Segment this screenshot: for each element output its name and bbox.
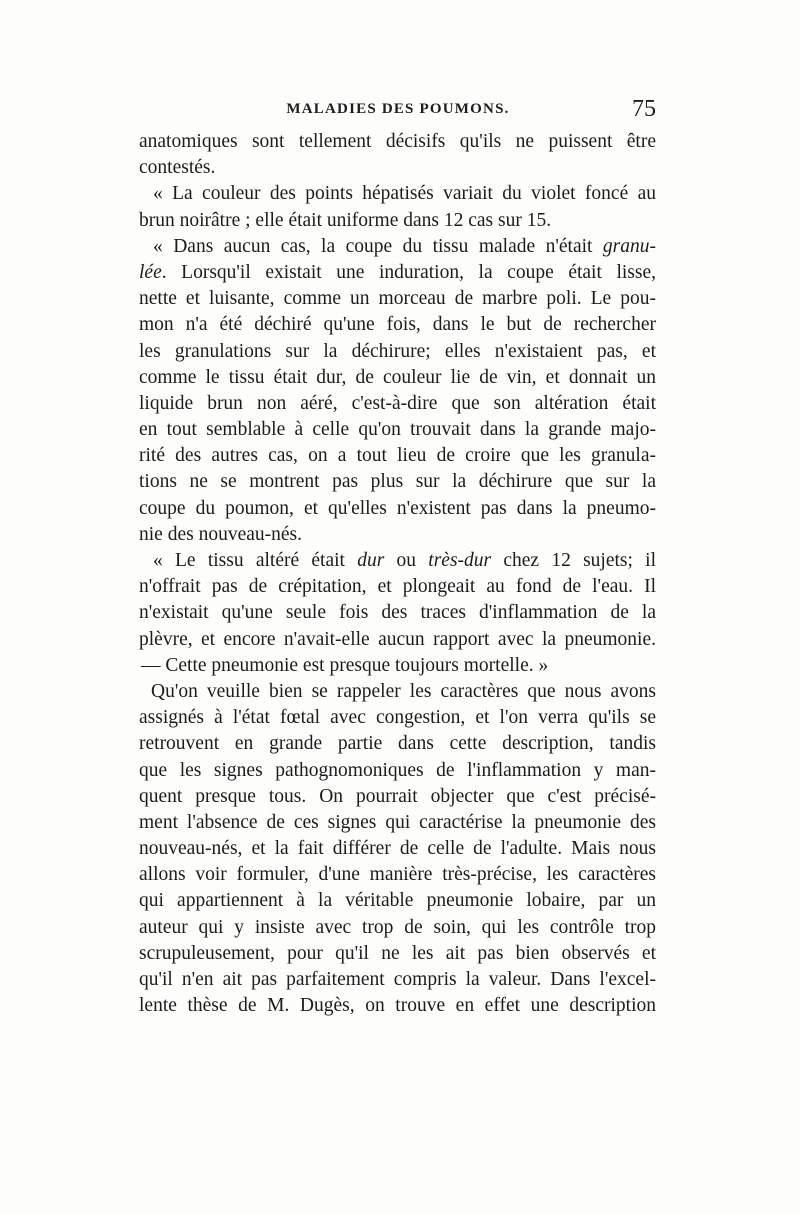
text-line: « Le tissu altéré était dur ou très-dur chez 12 sujets; il bbox=[153, 550, 656, 571]
text-line: allons voir formuler, d'une manière très-précise, les caractères bbox=[139, 864, 656, 886]
text-line: auteur qui y insiste avec trop de soin, qui les contrôle trop bbox=[139, 916, 656, 938]
text-line: tions ne se montrent pas plus sur la déchirure que sur la bbox=[139, 471, 656, 493]
italic-emphasis: dur bbox=[357, 550, 385, 571]
text-line: scrupuleusement, pour qu'il ne les ait pas bien observés et bbox=[139, 942, 656, 964]
italic-emphasis: granu- bbox=[602, 235, 656, 257]
italic-emphasis: lée bbox=[139, 261, 162, 283]
body-text bbox=[139, 129, 656, 1019]
text-line: quent presque tous. On pourrait objecter que c'est précisé- bbox=[139, 785, 656, 807]
text-line: plèvre, et encore n'avait-elle aucun rapport avec la pneumonie. bbox=[139, 628, 656, 650]
text-line: nouveau-nés, et la fait différer de celle de l'adulte. Mais nous bbox=[139, 838, 656, 860]
text-line: contestés. bbox=[139, 157, 216, 179]
text-line: « Dans aucun cas, la coupe du tissu malade n'était granu- bbox=[153, 235, 656, 257]
text-line: en tout semblable à celle qu'on trouvait dans la grande majo- bbox=[139, 419, 656, 441]
text-line: coupe du poumon, et qu'elles n'existent pas dans la pneumo- bbox=[139, 497, 656, 519]
text-line: « La couleur des points hépatisés variait du violet foncé au bbox=[153, 183, 656, 205]
text-line: anatomiques sont tellement décisifs qu'ils ne puissent être bbox=[139, 131, 656, 152]
text-line: — Cette pneumonie est presque toujours mortelle. » bbox=[141, 654, 549, 676]
text-line: assignés à l'état fœtal avec congestion, et l'on verra qu'ils se bbox=[139, 707, 656, 729]
text-line: qu'il n'en ait pas parfaitement compris la valeur. Dans l'excel- bbox=[139, 969, 656, 990]
running-head bbox=[140, 96, 656, 125]
text-line: n'offrait pas de crépitation, et plongeait au fond de l'eau. Il bbox=[139, 576, 656, 598]
text-line: liquide brun non aéré, c'est-à-dire que son altération était bbox=[139, 392, 656, 414]
page-number: 75 bbox=[632, 96, 656, 122]
text-line: retrouvent en grande partie dans cette description, tandis bbox=[139, 733, 656, 755]
text-line: n'existait qu'une seule fois des traces d'inflammation de la bbox=[139, 602, 656, 624]
text-line: qui appartiennent à la véritable pneumonie lobaire, par un bbox=[139, 890, 656, 912]
text-line: nette et luisante, comme un morceau de marbre poli. Le pou- bbox=[139, 288, 656, 310]
text-line: lente thèse de M. Dugès, on trouve en effet une description bbox=[139, 995, 656, 1017]
italic-emphasis: très-dur bbox=[428, 550, 492, 571]
text-line: mon n'a été déchiré qu'une fois, dans le but de rechercher bbox=[139, 314, 656, 336]
text-line: lée. Lorsqu'il existait une induration, la coupe était lisse, bbox=[139, 261, 656, 283]
running-title: MALADIES DES POUMONS. bbox=[286, 101, 510, 117]
text-line: les granulations sur la déchirure; elles n'existaient pas, et bbox=[139, 340, 656, 362]
text-line: Qu'on veuille bien se rappeler les caractères que nous avons bbox=[151, 680, 656, 702]
text-line: rité des autres cas, on a tout lieu de croire que les granula- bbox=[139, 445, 656, 467]
text-line: nie des nouveau-nés. bbox=[139, 523, 302, 545]
text-line: ment l'absence de ces signes qui caractérise la pneumonie des bbox=[139, 811, 656, 833]
text-line: brun noirâtre ; elle était uniforme dans 12 cas sur 15. bbox=[139, 209, 552, 231]
text-line: que les signes pathognomoniques de l'inflammation y man- bbox=[139, 759, 656, 781]
text-line: comme le tissu était dur, de couleur lie de vin, et donnait un bbox=[139, 366, 656, 388]
